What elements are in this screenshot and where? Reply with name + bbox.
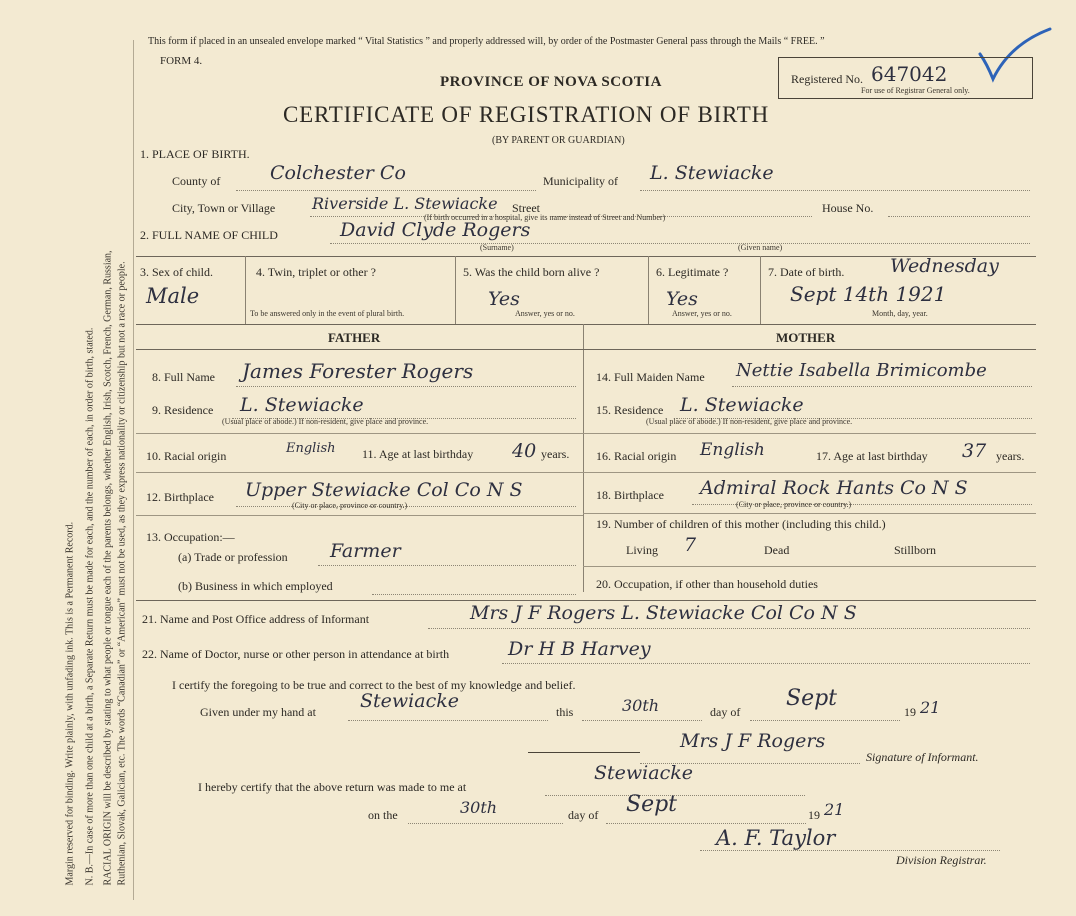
place-of-birth-label: 1. PLACE OF BIRTH. <box>140 147 250 161</box>
registrar-place-value: Stewiacke <box>594 762 693 784</box>
registrar-day-value: 30th <box>460 798 498 817</box>
certify-statement: I certify the foregoing to be true and correct to the best of my knowledge and belief. <box>172 678 576 692</box>
house-no-label: House No. <box>822 201 874 215</box>
father-racial-label: 10. Racial origin <box>146 449 227 463</box>
mother-name-value: Nettie Isabella Brimicombe <box>736 360 987 381</box>
father-residence-note: (Usual place of abode.) If non-resident, give place and province. <box>222 417 429 426</box>
day-of-label: day of <box>710 705 741 719</box>
father-heading: FATHER <box>328 330 381 345</box>
registrar-day-of-label: day of <box>568 808 599 822</box>
given-day-value: 30th <box>622 696 660 715</box>
mother-racial-value: English <box>700 440 765 460</box>
father-occupation-label: 13. Occupation:— <box>146 530 235 544</box>
given-name-note: (Given name) <box>738 243 783 252</box>
mother-birthplace-value: Admiral Rock Hants Co N S <box>700 477 968 499</box>
margin-note-3: RACIAL ORIGIN will be described by stating to what people or tongue each of the parents belongs, whether English, Irish, Scotch, French, German, Russian, <box>102 250 114 886</box>
margin-rule <box>133 40 134 900</box>
registered-box <box>778 57 1033 99</box>
father-age-years: years. <box>541 447 570 461</box>
registered-number: 647042 <box>871 62 948 86</box>
margin-note-2: N. B.—In case of more than one child at a birth, a Separate Return must be made for each, and the number of each, in order of birth, stated. <box>84 327 96 886</box>
given-month-value: Sept <box>786 686 838 711</box>
informant-label: 21. Name and Post Office address of Informant <box>142 612 370 626</box>
dob-value: Sept 14th 1921 <box>790 282 947 306</box>
registered-label: Registered No. <box>791 72 863 86</box>
province-heading: PROVINCE OF NOVA SCOTIA <box>440 74 662 90</box>
city-value: Riverside L. Stewiacke <box>312 194 498 213</box>
father-name-value: James Forester Rogers <box>242 359 474 383</box>
father-birthplace-label: 12. Birthplace <box>146 490 214 504</box>
registrar-signature: A. F. Taylor <box>716 826 836 850</box>
certificate-title: CERTIFICATE OF REGISTRATION OF BIRTH <box>283 102 770 127</box>
father-birthplace-note: (City or place, province or country.) <box>292 501 408 510</box>
hospital-note: (If birth occurred in a hospital, give its name instead of Street and Number) <box>424 213 666 222</box>
form-number: FORM 4. <box>160 55 203 67</box>
given-year-prefix: 19 <box>904 705 916 719</box>
mother-birthplace-note: (City or place, province or country.) <box>736 500 852 509</box>
child-name-value: David Clyde Rogers <box>340 219 531 241</box>
certificate-subtitle: (BY PARENT OR GUARDIAN) <box>492 135 625 146</box>
street-label: Street <box>512 201 540 215</box>
division-registrar-label: Division Registrar. <box>896 853 987 867</box>
this-label: this <box>556 705 574 719</box>
legitimate-label: 6. Legitimate ? <box>656 265 729 279</box>
mother-age-value: 37 <box>962 440 987 462</box>
surname-note: (Surname) <box>480 243 514 252</box>
given-place-value: Stewiacke <box>360 690 459 712</box>
given-year-value: 21 <box>920 698 941 717</box>
margin-note-1: Margin reserved for binding. Write plainly, with unfading ink. This is a Permanent Record. <box>64 521 76 886</box>
margin-note-4: Ruthenian, Slovak, Galician, etc. The words “Canadian” or “American” must not be used, as they express nationality or citizenship but not a race or people. <box>116 261 128 886</box>
municipality-label: Municipality of <box>543 174 618 188</box>
alive-note: Answer, yes or no. <box>515 309 575 318</box>
trade-label: (a) Trade or profession <box>178 550 288 564</box>
twin-note: To be answered only in the event of plural birth. <box>250 309 405 318</box>
registrar-year-value: 21 <box>824 800 845 819</box>
dob-label: 7. Date of birth. <box>768 265 845 279</box>
living-value: 7 <box>684 534 697 556</box>
dob-day-value: Wednesday <box>890 255 999 277</box>
mother-age-label: 17. Age at last birthday <box>816 449 928 463</box>
mother-residence-label: 15. Residence <box>596 403 664 417</box>
doctor-label: 22. Name of Doctor, nurse or other person in attendance at birth <box>142 647 450 661</box>
mother-occupation-label: 20. Occupation, if other than household duties <box>596 577 818 591</box>
registrar-year-prefix: 19 <box>808 808 820 822</box>
dead-label: Dead <box>764 543 790 557</box>
signature-of-informant-label: Signature of Informant. <box>866 750 979 764</box>
informant-value: Mrs J F Rogers L. Stewiacke Col Co N S <box>470 602 857 624</box>
trade-value: Farmer <box>330 540 401 562</box>
county-value: Colchester Co <box>270 162 406 184</box>
mother-age-years: years. <box>996 449 1025 463</box>
legitimate-note: Answer, yes or no. <box>672 309 732 318</box>
father-residence-label: 9. Residence <box>152 403 214 417</box>
registrar-month-value: Sept <box>626 792 678 817</box>
given-under-label: Given under my hand at <box>200 705 316 719</box>
father-name-label: 8. Full Name <box>152 370 215 384</box>
mother-racial-label: 16. Racial origin <box>596 449 677 463</box>
alive-value: Yes <box>488 288 520 310</box>
mother-birthplace-label: 18. Birthplace <box>596 488 664 502</box>
doctor-value: Dr H B Harvey <box>508 638 651 660</box>
registrar-statement: I hereby certify that the above return was made to me at <box>198 780 467 794</box>
children-count-label: 19. Number of children of this mother (including this child.) <box>596 517 886 531</box>
mother-heading: MOTHER <box>776 330 836 345</box>
municipality-value: L. Stewiacke <box>650 162 774 184</box>
registrar-note: For use of Registrar General only. <box>861 86 970 95</box>
child-name-label: 2. FULL NAME OF CHILD <box>140 228 278 242</box>
father-residence-value: L. Stewiacke <box>240 394 364 416</box>
county-label: County of <box>172 174 221 188</box>
father-racial-value: English <box>286 441 336 456</box>
legitimate-value: Yes <box>666 288 698 310</box>
mail-notice: This form if placed in an unsealed envelope marked “ Vital Statistics ” and properly addressed will, by order of the Postmaster General pass through the Mails “ FREE. ” <box>148 36 825 47</box>
father-age-value: 40 <box>512 440 537 462</box>
alive-label: 5. Was the child born alive ? <box>463 265 600 279</box>
city-label: City, Town or Village <box>172 201 276 215</box>
mother-residence-value: L. Stewiacke <box>680 394 804 416</box>
mother-name-label: 14. Full Maiden Name <box>596 370 705 384</box>
binding-margin <box>0 0 132 916</box>
sex-value: Male <box>146 284 200 308</box>
stillborn-label: Stillborn <box>894 543 937 557</box>
father-birthplace-value: Upper Stewiacke Col Co N S <box>245 479 523 501</box>
twin-label: 4. Twin, triplet or other ? <box>256 265 376 279</box>
business-label: (b) Business in which employed <box>178 579 333 593</box>
living-label: Living <box>626 543 658 557</box>
father-age-label: 11. Age at last birthday <box>362 447 474 461</box>
on-the-label: on the <box>368 808 398 822</box>
mother-residence-note: (Usual place of abode.) If non-resident, give place and province. <box>646 417 853 426</box>
informant-signature: Mrs J F Rogers <box>680 730 826 752</box>
dob-note: Month, day, year. <box>872 309 928 318</box>
sex-label: 3. Sex of child. <box>140 265 213 279</box>
